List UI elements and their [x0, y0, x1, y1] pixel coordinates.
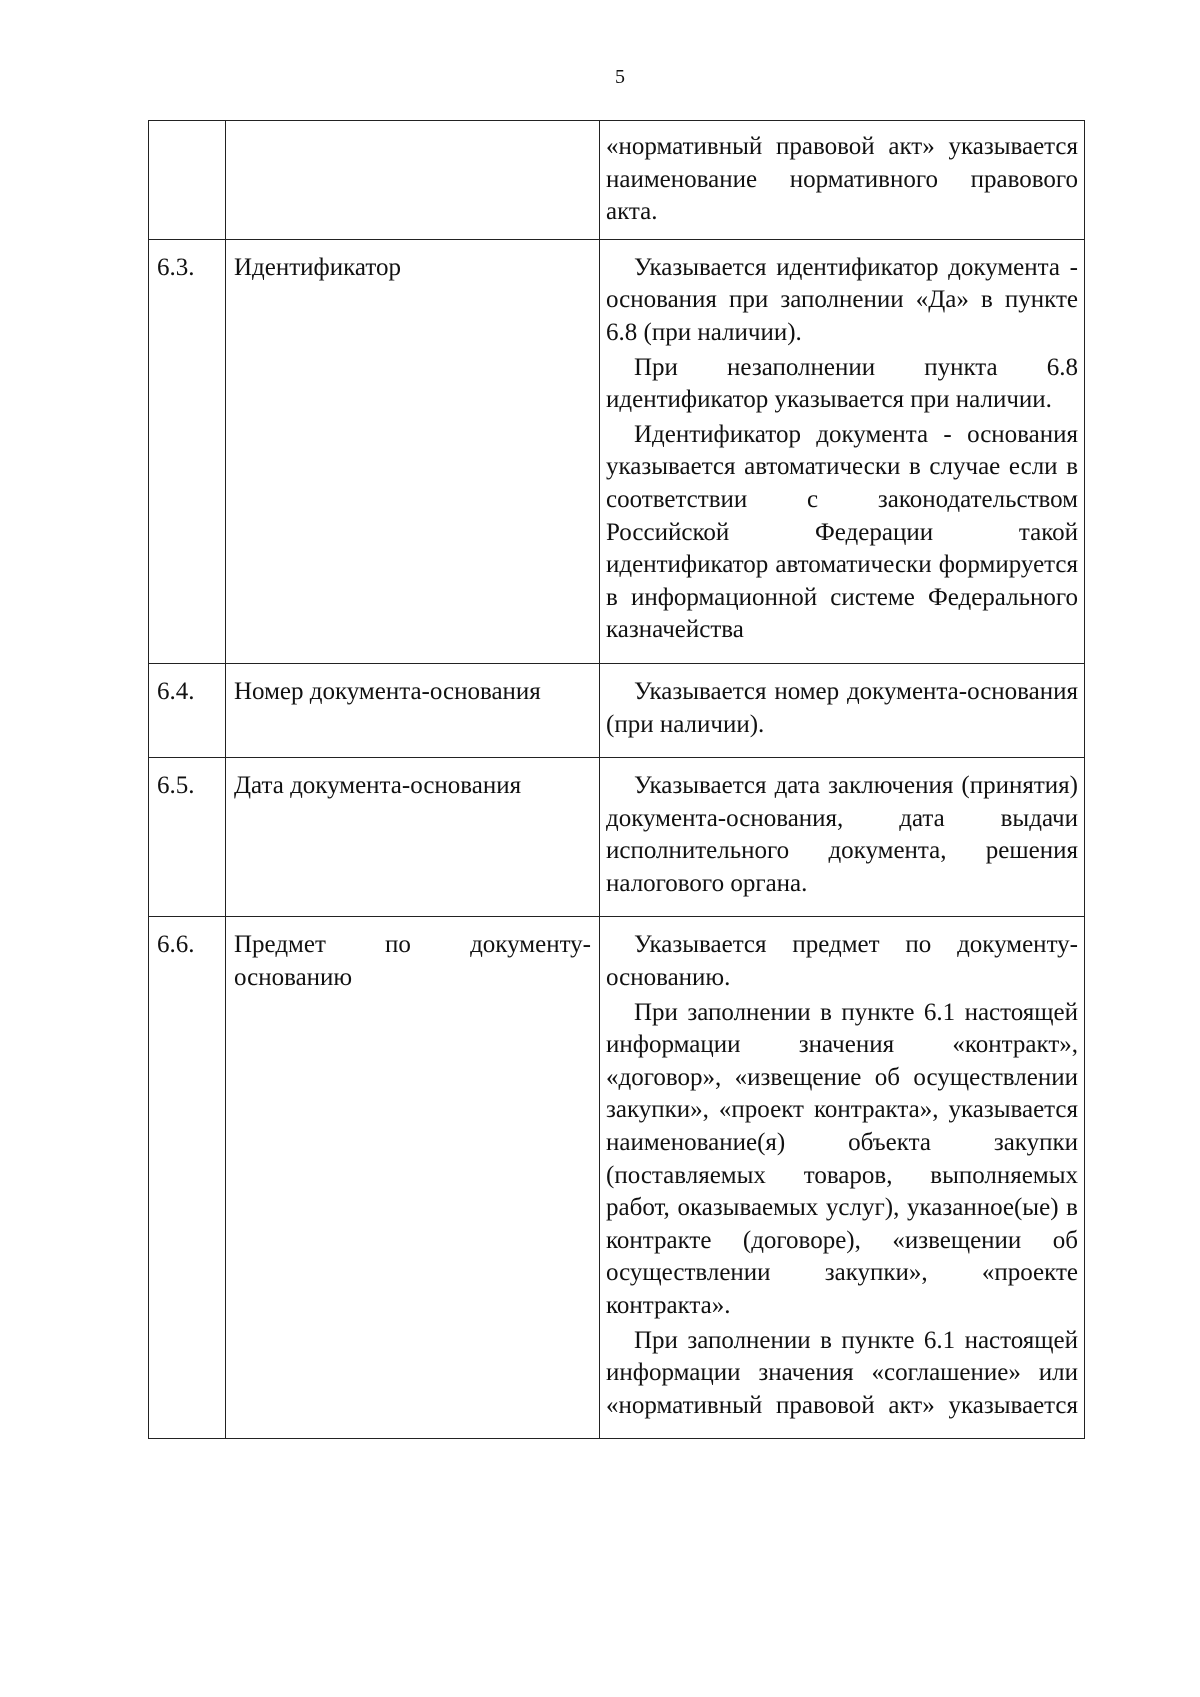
description-paragraph: При незаполнении пункта 6.8 идентификатор указывается при наличии.: [606, 353, 1078, 414]
row-number: 6.4.: [149, 663, 226, 757]
row-field-name: [226, 121, 600, 240]
row-description: [600, 663, 1085, 757]
row-description: [600, 121, 1085, 240]
table-row: [149, 239, 1085, 663]
row-number: 6.6.: [149, 917, 226, 1439]
row-description: [600, 917, 1085, 1439]
table-row: [149, 121, 1085, 240]
description-paragraph: При заполнении в пункте 6.1 настоящей информации значения «контракт», «договор», «извещение об осуществлении закупки», «проект контракта», указывается наименование(я) объекта закупки (поставляемых товаров, выполняемых работ, оказываемых услуг), указанное(ые) в контракте (договоре), «извещении об осуществлении закупки», «проекте контракта».: [606, 998, 1078, 1319]
table-row: [149, 917, 1085, 1439]
row-description: [600, 239, 1085, 663]
table-row: [149, 758, 1085, 917]
row-number: 6.5.: [149, 758, 226, 917]
row-number: 6.3.: [149, 239, 226, 663]
description-paragraph: При заполнении в пункте 6.1 настоящей информации значения «соглашение» или «нормативный правовой акт» указывается: [606, 1326, 1078, 1419]
description-paragraph: Указывается предмет по документу-основанию.: [606, 931, 1078, 992]
row-description: [600, 758, 1085, 917]
page-number: 5: [615, 66, 625, 88]
row-field-name: Номер документа-основания: [226, 663, 600, 757]
row-field-name: Идентификатор: [226, 239, 600, 663]
description-paragraph: Указывается идентификатор документа - основания при заполнении «Да» в пункте 6.8 (при наличии).: [606, 253, 1078, 346]
description-paragraph: Указывается дата заключения (принятия) документа-основания, дата выдачи исполнительного документа, решения налогового органа.: [606, 772, 1078, 897]
description-paragraph: «нормативный правовой акт» указывается наименование нормативного правового акта.: [606, 133, 1078, 226]
table-row: [149, 663, 1085, 757]
requirements-table: [148, 120, 1085, 1439]
row-field-name: Предмет по документу-основанию: [226, 917, 600, 1439]
description-paragraph: Указывается номер документа-основания (при наличии).: [606, 677, 1078, 738]
description-paragraph: Идентификатор документа - основания указывается автоматически в случае если в соответствии с законодательством Российской Федерации такой идентификатор автоматически формируется в информационной системе Федерального казначейства: [606, 420, 1078, 644]
row-field-name: Дата документа-основания: [226, 758, 600, 917]
row-number: [149, 121, 226, 240]
